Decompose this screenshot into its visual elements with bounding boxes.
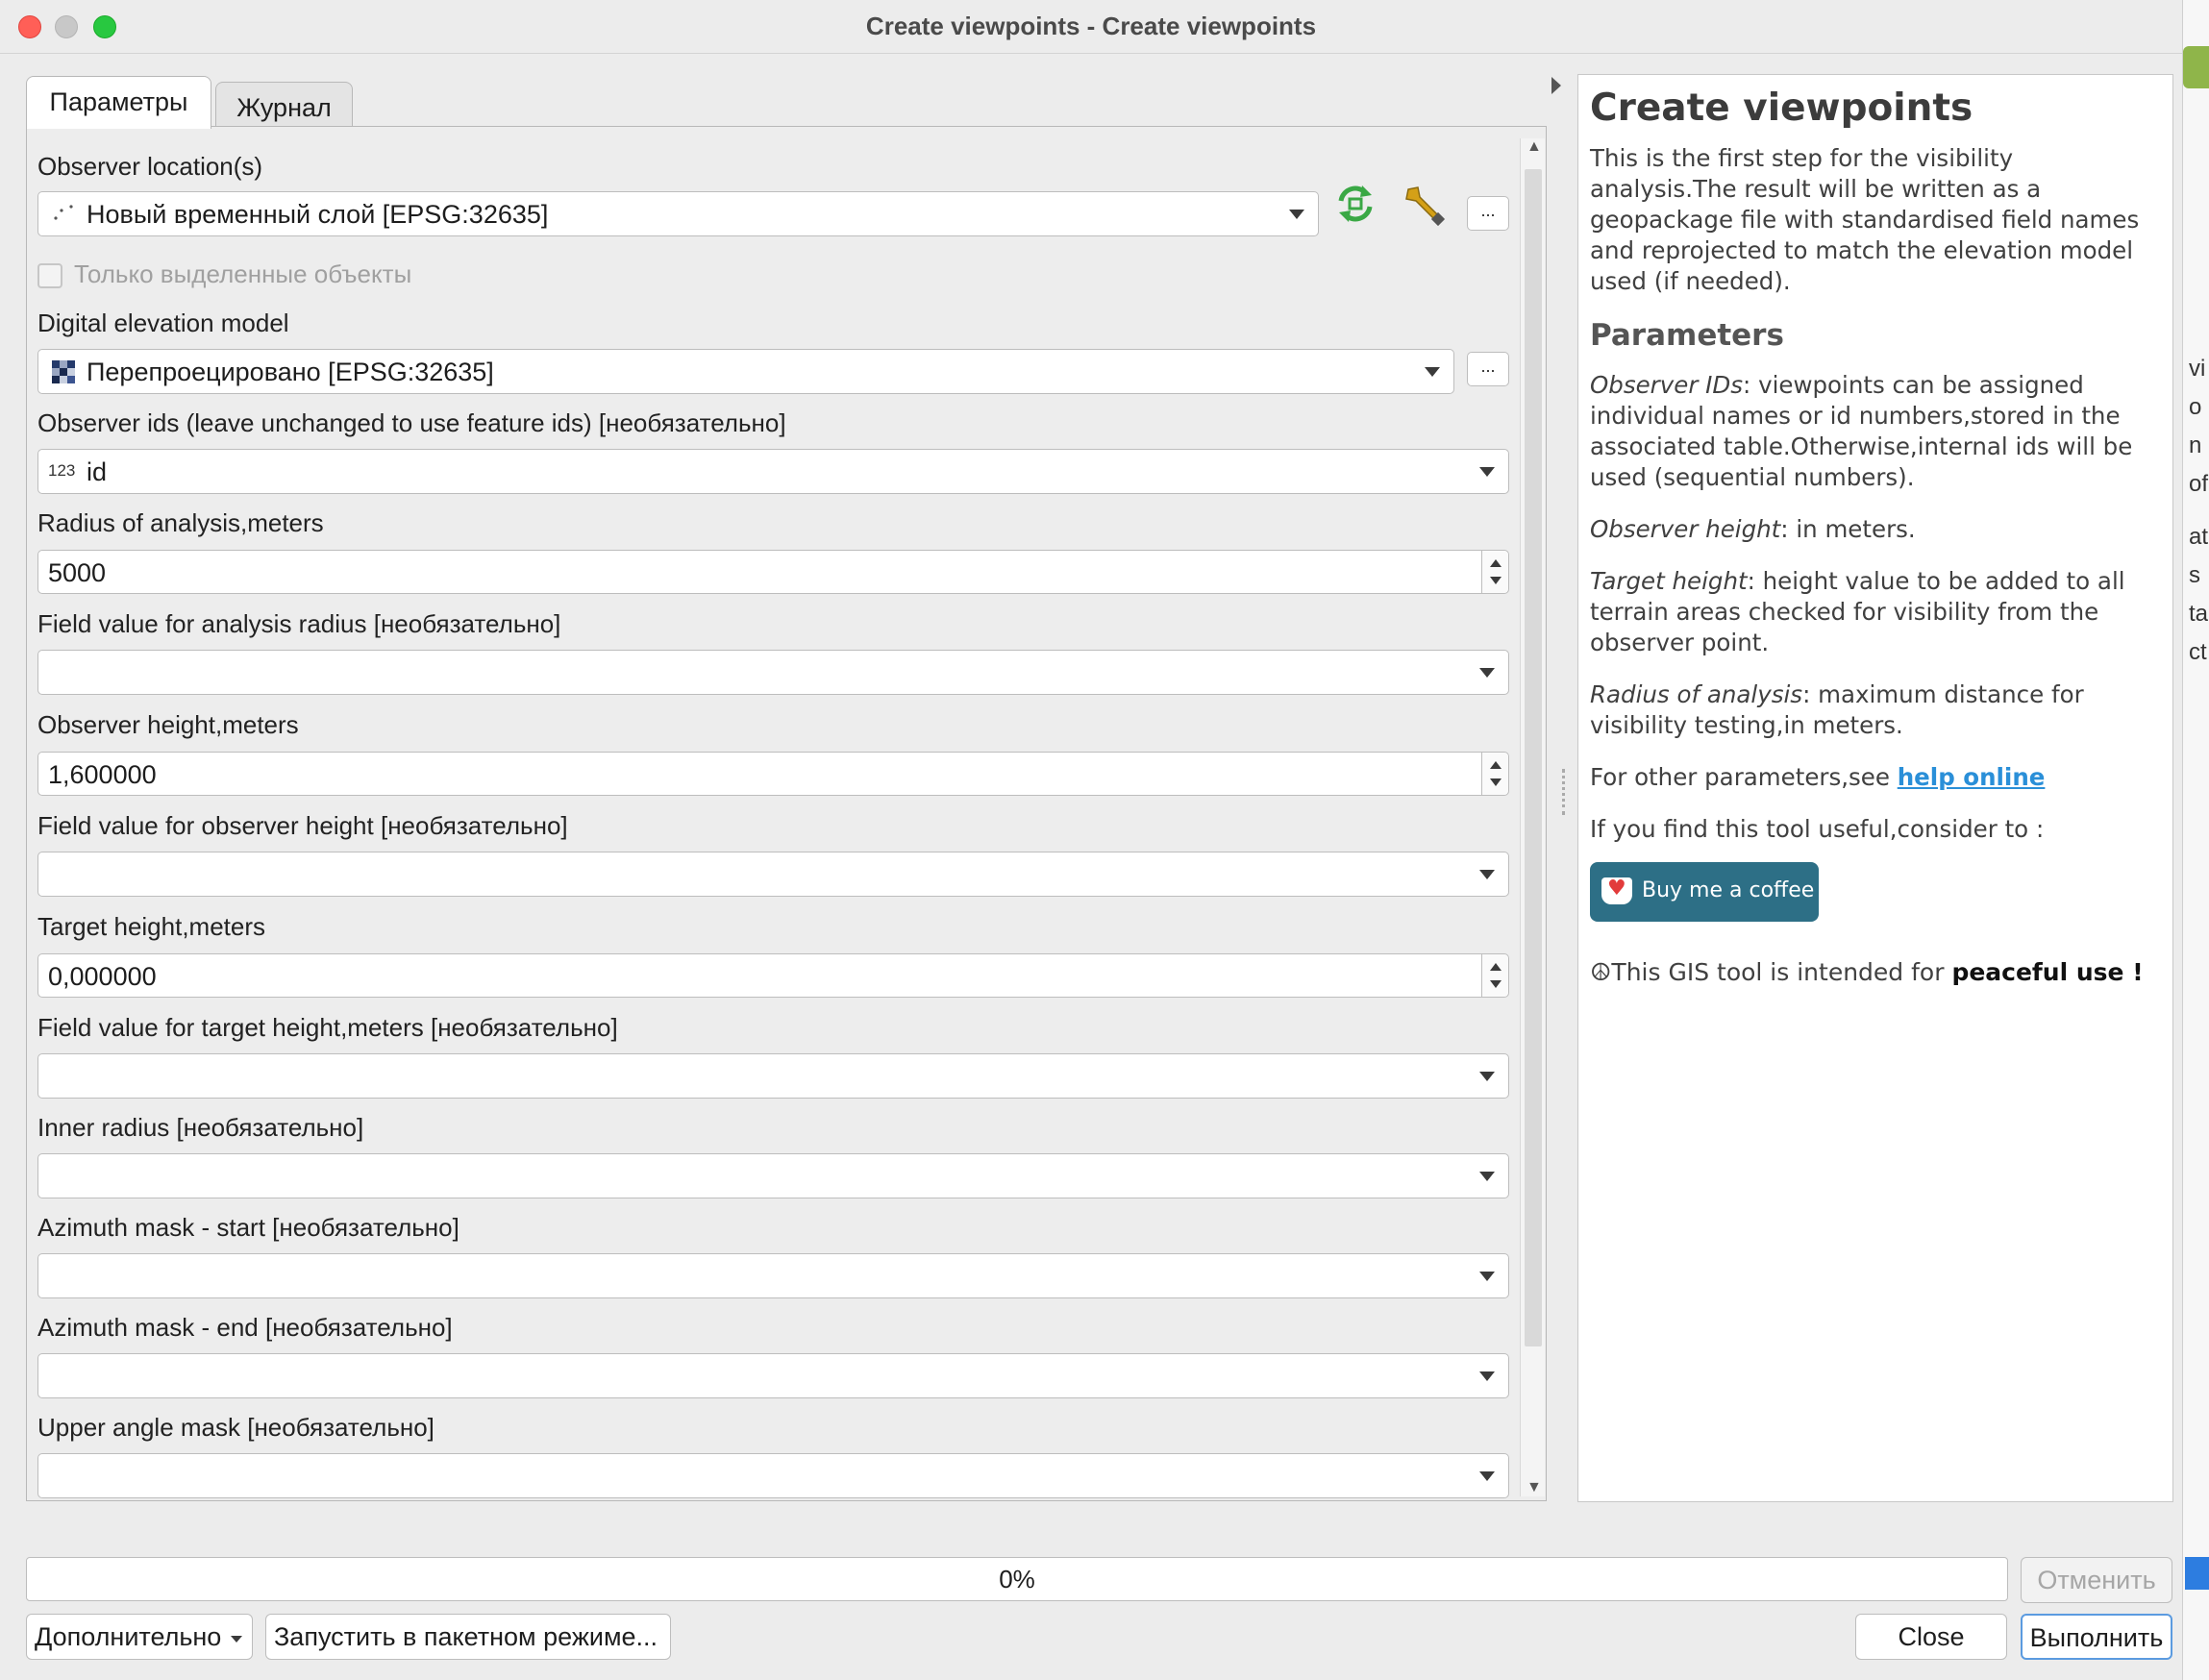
run-button[interactable]: Выполнить	[2021, 1614, 2172, 1660]
wrench-icon[interactable]	[1399, 180, 1449, 230]
help-observer-ids: Observer IDs: viewpoints can be assigned individual names or id numbers,stored in the associated table.Otherwise,internal ids will be used (sequential numbers).	[1590, 371, 2133, 491]
radius-stepper[interactable]	[1481, 551, 1508, 593]
help-title: Create viewpoints	[1590, 86, 1973, 130]
peace-icon: ☮	[1590, 958, 1612, 986]
upper-angle-label: Upper angle mask [необязательно]	[37, 1413, 434, 1442]
buy-me-a-coffee-button[interactable]: ♥ Buy me a coffee	[1590, 862, 1819, 922]
inner-radius-combo[interactable]	[37, 1153, 1509, 1198]
help-online-link[interactable]: help online	[1897, 763, 2046, 791]
observer-height-field-label: Field value for observer height [необязательно]	[37, 811, 568, 840]
observer-height-field-combo[interactable]	[37, 852, 1509, 897]
help-other-params: For other parameters,see help online	[1590, 763, 2046, 791]
observer-ids-label: Observer ids (leave unchanged to use feature ids) [необязательно]	[37, 408, 786, 437]
chevron-down-icon	[1479, 1272, 1495, 1281]
integer-field-icon: 123	[48, 461, 76, 480]
help-useful: If you find this tool useful,consider to :	[1590, 815, 2045, 843]
chevron-down-icon	[1479, 1471, 1495, 1481]
dem-value: Перепроецировано [EPSG:32635]	[87, 358, 494, 386]
radius-spinbox[interactable]	[37, 550, 1509, 594]
window-title: Create viewpoints - Create viewpoints	[865, 12, 1317, 40]
observer-height-value: 1,600000	[48, 760, 157, 789]
azimuth-start-label: Azimuth mask - start [необязательно]	[37, 1213, 459, 1242]
azimuth-end-combo[interactable]	[37, 1353, 1509, 1398]
chevron-down-icon	[231, 1636, 242, 1643]
azimuth-start-combo[interactable]	[37, 1253, 1509, 1298]
parameters-scrollbar[interactable]	[1520, 138, 1545, 1496]
help-radius: Radius of analysis: maximum distance for visibility testing,in meters.	[1590, 680, 2084, 739]
observer-ids-combo[interactable]	[37, 449, 1509, 494]
radius-value: 5000	[48, 558, 107, 587]
selected-features-only-label: Только выделенные объекты	[74, 259, 412, 288]
target-height-label: Target height,meters	[37, 912, 266, 941]
run-as-batch-button[interactable]: Запустить в пакетном режиме...	[265, 1614, 671, 1660]
chevron-down-icon	[1425, 367, 1440, 377]
refresh-icon[interactable]	[1333, 182, 1378, 226]
radius-field-combo[interactable]	[37, 650, 1509, 695]
upper-angle-combo[interactable]	[37, 1453, 1509, 1498]
dem-options-button[interactable]: ...	[1467, 352, 1509, 386]
help-target-height: Target height: height value to be added to all terrain areas checked for visibility from the observer point.	[1590, 567, 2125, 656]
splitter-handle[interactable]	[1562, 769, 1565, 815]
collapse-help-icon[interactable]	[1551, 77, 1561, 94]
target-height-spinbox[interactable]	[37, 953, 1509, 998]
tab-parameters[interactable]: Параметры	[26, 76, 211, 129]
chevron-down-icon	[1479, 1172, 1495, 1181]
chevron-down-icon	[1479, 467, 1495, 477]
selected-features-only-checkbox[interactable]	[37, 259, 411, 289]
observer-height-label: Observer height,meters	[37, 710, 299, 739]
chevron-down-icon	[1289, 210, 1304, 219]
checkbox-box	[37, 263, 62, 288]
parameters-panel	[26, 126, 1547, 1501]
help-panel	[1577, 74, 2173, 1502]
target-height-field-combo[interactable]	[37, 1053, 1509, 1099]
background-window-edge: vi o n of at s ta ct	[2182, 0, 2209, 1680]
help-parameters-heading: Parameters	[1590, 318, 1784, 353]
observer-height-spinbox[interactable]	[37, 752, 1509, 796]
title-bar	[0, 0, 2182, 54]
azimuth-end-label: Azimuth mask - end [необязательно]	[37, 1313, 453, 1342]
radius-label: Radius of analysis,meters	[37, 508, 324, 537]
observer-location-options-button[interactable]: ...	[1467, 196, 1509, 231]
advanced-button[interactable]: Дополнительно	[26, 1614, 253, 1660]
tab-log[interactable]: Журнал	[215, 82, 353, 132]
scroll-down-icon[interactable]: ▼	[1526, 1479, 1542, 1495]
observer-location-combo[interactable]	[37, 191, 1319, 236]
scrollbar-thumb[interactable]	[1525, 169, 1542, 1346]
help-intro: This is the first step for the visibility analysis.The result will be written as a geopackage file with standardised field names and reprojected to match the elevation model used (if needed).	[1590, 144, 2140, 295]
chevron-down-icon	[1479, 1072, 1495, 1081]
chevron-down-icon	[1479, 1371, 1495, 1381]
point-layer-icon	[52, 202, 75, 225]
radius-field-label: Field value for analysis radius [необязательно]	[37, 609, 561, 638]
scroll-up-icon[interactable]: ▲	[1526, 138, 1542, 155]
target-height-stepper[interactable]	[1481, 954, 1508, 997]
dem-combo[interactable]	[37, 349, 1454, 394]
inner-radius-label: Inner radius [необязательно]	[37, 1113, 364, 1142]
raster-layer-icon	[52, 360, 75, 383]
chevron-down-icon	[1479, 870, 1495, 879]
close-button[interactable]: Close	[1855, 1614, 2007, 1660]
cancel-button[interactable]: Отменить	[2021, 1557, 2172, 1603]
observer-location-label: Observer location(s)	[37, 152, 263, 181]
observer-location-value: Новый временный слой [EPSG:32635]	[87, 200, 549, 229]
help-peace-line: ☮This GIS tool is intended for peaceful use !	[1590, 958, 2144, 986]
observer-ids-value: id	[87, 457, 108, 486]
progress-bar: 0%	[26, 1557, 2008, 1601]
target-height-field-label: Field value for target height,meters [необязательно]	[37, 1013, 618, 1042]
dem-label: Digital elevation model	[37, 309, 289, 337]
help-observer-height: Observer height: in meters.	[1590, 515, 1916, 543]
chevron-down-icon	[1479, 668, 1495, 678]
parameters-scroll-area	[34, 138, 1517, 1498]
observer-height-stepper[interactable]	[1481, 753, 1508, 795]
target-height-value: 0,000000	[48, 962, 157, 991]
